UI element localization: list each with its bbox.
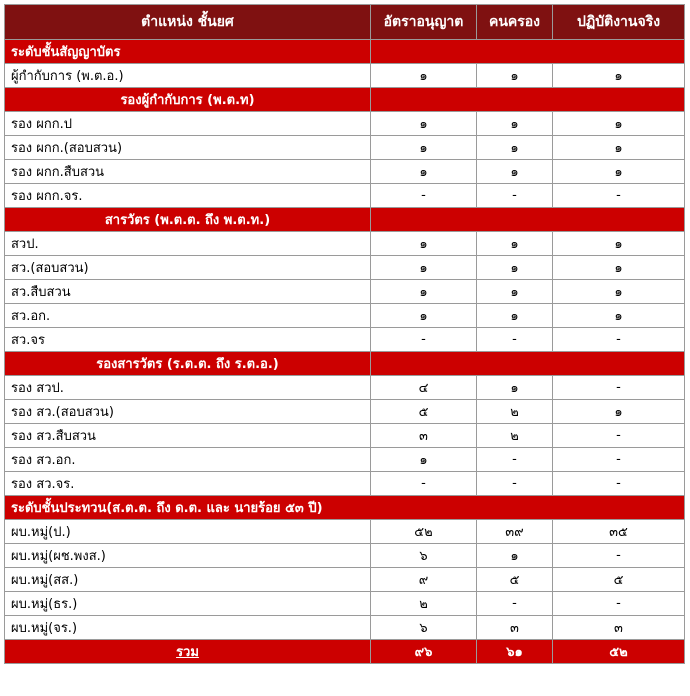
authorized-value: ๑ (371, 160, 477, 184)
table-row (5, 256, 685, 280)
total-occupied: ๖๑ (477, 640, 553, 664)
header-authorized: อัตราอนุญาต (371, 5, 477, 40)
actual-value: - (553, 472, 685, 496)
position-label: ผู้กำกับการ (พ.ต.อ.) (5, 64, 371, 88)
actual-value: ๑ (553, 400, 685, 424)
table-row (5, 400, 685, 424)
actual-value: - (553, 376, 685, 400)
header-row (5, 5, 685, 40)
occupied-value: ๑ (477, 64, 553, 88)
table-row (5, 136, 685, 160)
table-row (5, 568, 685, 592)
actual-value: ๑ (553, 304, 685, 328)
actual-value: ๑ (553, 232, 685, 256)
position-label: ผบ.หมู่(ผช.พงส.) (5, 544, 371, 568)
occupied-value: ๑ (477, 280, 553, 304)
actual-value: - (553, 448, 685, 472)
section-blank (371, 208, 685, 232)
section-title: รองผู้กำกับการ (พ.ต.ท) (5, 88, 371, 112)
occupied-value: - (477, 184, 553, 208)
actual-value: - (553, 328, 685, 352)
table-row (5, 544, 685, 568)
authorized-value: ๑ (371, 280, 477, 304)
table-row (5, 592, 685, 616)
occupied-value: ๑ (477, 256, 553, 280)
position-label: รอง สว.สืบสวน (5, 424, 371, 448)
table-row (5, 328, 685, 352)
table-row (5, 424, 685, 448)
occupied-value: ๑ (477, 136, 553, 160)
authorized-value: ๒ (371, 592, 477, 616)
total-label: รวม (176, 645, 199, 660)
total-authorized: ๙๖ (371, 640, 477, 664)
personnel-table (4, 4, 685, 664)
occupied-value: - (477, 448, 553, 472)
section-title: ระดับชั้นสัญญาบัตร (5, 40, 371, 64)
actual-value: ๑ (553, 136, 685, 160)
authorized-value: ๙ (371, 568, 477, 592)
authorized-value: - (371, 472, 477, 496)
occupied-value: - (477, 592, 553, 616)
table-body (5, 40, 685, 664)
table-row (5, 280, 685, 304)
section-blank (371, 40, 685, 64)
section-title: สารวัตร (พ.ต.ต. ถึง พ.ต.ท.) (5, 208, 371, 232)
table-row (5, 304, 685, 328)
authorized-value: - (371, 328, 477, 352)
actual-value: ๑ (553, 256, 685, 280)
actual-value: - (553, 592, 685, 616)
occupied-value: ๑ (477, 376, 553, 400)
occupied-value: ๓๙ (477, 520, 553, 544)
position-label: ผบ.หมู่(ป.) (5, 520, 371, 544)
section-header-row (5, 88, 685, 112)
authorized-value: - (371, 184, 477, 208)
position-label: สว.สืบสวน (5, 280, 371, 304)
position-label: รอง ผกก.ป (5, 112, 371, 136)
table-row (5, 472, 685, 496)
authorized-value: ๓ (371, 424, 477, 448)
authorized-value: ๕๒ (371, 520, 477, 544)
actual-value: - (553, 184, 685, 208)
actual-value: - (553, 544, 685, 568)
section-title: ระดับชั้นประทวน(ส.ต.ต. ถึง ด.ต. และ นายร้อย ๕๓ ปี) (5, 496, 685, 520)
occupied-value: ๓ (477, 616, 553, 640)
occupied-value: ๒ (477, 424, 553, 448)
actual-value: ๑ (553, 280, 685, 304)
occupied-value: ๑ (477, 304, 553, 328)
occupied-value: ๑ (477, 544, 553, 568)
authorized-value: ๑ (371, 448, 477, 472)
table-row (5, 376, 685, 400)
authorized-value: ๑ (371, 256, 477, 280)
occupied-value: ๕ (477, 568, 553, 592)
position-label: รอง สว.อก. (5, 448, 371, 472)
position-label: รอง สว.(สอบสวน) (5, 400, 371, 424)
position-label: รอง สว.จร. (5, 472, 371, 496)
actual-value: ๕ (553, 568, 685, 592)
section-title: รองสารวัตร (ร.ต.ต. ถึง ร.ต.อ.) (5, 352, 371, 376)
table-row (5, 184, 685, 208)
occupied-value: - (477, 328, 553, 352)
actual-value: ๑ (553, 112, 685, 136)
table-row (5, 448, 685, 472)
position-label: ผบ.หมู่(จร.) (5, 616, 371, 640)
section-header-row (5, 208, 685, 232)
actual-value: ๓ (553, 616, 685, 640)
header-actual: ปฏิบัติงานจริง (553, 5, 685, 40)
authorized-value: ๔ (371, 376, 477, 400)
actual-value: ๓๕ (553, 520, 685, 544)
authorized-value: ๑ (371, 64, 477, 88)
table-row (5, 64, 685, 88)
position-label: สวป. (5, 232, 371, 256)
occupied-value: ๑ (477, 232, 553, 256)
occupied-value: ๑ (477, 160, 553, 184)
authorized-value: ๑ (371, 232, 477, 256)
authorized-value: ๕ (371, 400, 477, 424)
position-label: รอง ผกก.(สอบสวน) (5, 136, 371, 160)
position-label: รอง สวป. (5, 376, 371, 400)
section-blank (371, 88, 685, 112)
header-position: ตำแหน่ง ชั้นยศ (5, 5, 371, 40)
header-occupied: คนครอง (477, 5, 553, 40)
authorized-value: ๑ (371, 136, 477, 160)
section-header-row (5, 40, 685, 64)
position-label: ผบ.หมู่(สส.) (5, 568, 371, 592)
position-label: สว.(สอบสวน) (5, 256, 371, 280)
position-label: รอง ผกก.จร. (5, 184, 371, 208)
total-row (5, 640, 685, 664)
section-blank (371, 352, 685, 376)
occupied-value: ๑ (477, 112, 553, 136)
table-row (5, 616, 685, 640)
actual-value: ๑ (553, 64, 685, 88)
actual-value: ๑ (553, 160, 685, 184)
position-label: รอง ผกก.สืบสวน (5, 160, 371, 184)
position-label: สว.จร (5, 328, 371, 352)
position-label: ผบ.หมู่(ธร.) (5, 592, 371, 616)
total-actual: ๕๒ (553, 640, 685, 664)
table-row (5, 232, 685, 256)
total-label-cell (5, 640, 371, 664)
section-header-row (5, 352, 685, 376)
occupied-value: ๒ (477, 400, 553, 424)
table-row (5, 112, 685, 136)
authorized-value: ๑ (371, 304, 477, 328)
authorized-value: ๑ (371, 112, 477, 136)
section-header-row (5, 496, 685, 520)
occupied-value: - (477, 472, 553, 496)
actual-value: - (553, 424, 685, 448)
authorized-value: ๖ (371, 616, 477, 640)
table-row (5, 160, 685, 184)
position-label: สว.อก. (5, 304, 371, 328)
table-row (5, 520, 685, 544)
authorized-value: ๖ (371, 544, 477, 568)
